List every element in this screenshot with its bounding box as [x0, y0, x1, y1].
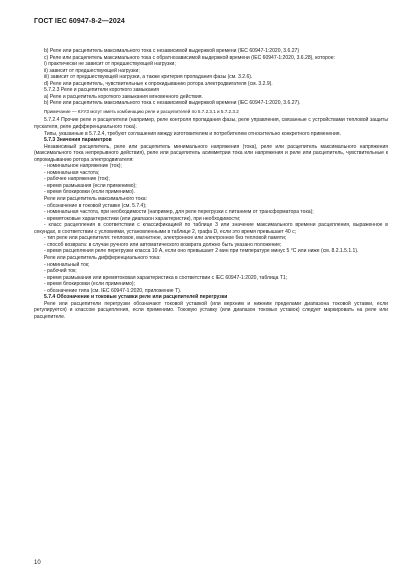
paragraph: Реле или расцепители перегрузки обозначают токовой уставкой (или верхним и нижним пределами диапазона токовой уставки, если регулируется) и классом расцепления, если применимо. Токовую уставку (или диапазон токовых уставок) следует маркировать на реле или расцепителе.: [34, 300, 388, 320]
list-item: - время блокировки (если применимо).: [44, 189, 135, 196]
paragraph: 5.7.2.4 Прочие реле и расцепители (например, реле контроля пропадания фазы, реле управления, связанные с устройствами тепловой защиты пускателя, реле дифференциального тока).: [34, 117, 388, 131]
list-item: - номинальная частота, при необходимости (например, для реле перегрузки с питанием от трансформатора тока);: [44, 209, 314, 216]
list-item: - время блокировки (если применимо);: [44, 281, 135, 288]
list-item: - обозначение типа (см. IEC 60947-1:2020, приложение Т).: [44, 287, 182, 294]
note: Примечание — КУУЗ могут иметь комбинацию реле и расцепителей по 5.7.2.3.1 и 5.7.2.3.2: [44, 108, 239, 114]
paragraph: Типы, указанные в 5.7.2.4, требуют соглашения между изготовителем и потребителем относительно конкретного применения.: [44, 130, 341, 137]
page-number: 10: [34, 560, 41, 566]
document-body: [34, 48, 388, 320]
list-item: - рабочий ток;: [44, 268, 77, 275]
list-item: iii) зависит от предшествующей нагрузки, а также критерия пропадания фазы (см. 3.2.6).: [44, 74, 253, 81]
list-item: - рабочее напряжение (ток);: [44, 176, 110, 183]
subsection-title: 5.7.2.3 Реле и расцепители короткого замыкания: [44, 87, 159, 94]
paragraph: b) Реле или расцепитель максимального тока с независимой выдержкой времени (IEC 60947-1:2020, 3.6.27): [44, 48, 300, 54]
list-item: - класс расцепления в соответствии с классификацией по таблице 3 или значение максимального времени расцепления, выраженное в секундах, в соответствии с условиями, установленными в таблице 2, графа D, если это время превышает 40 с;: [34, 222, 388, 235]
list-item: - время размыкания (если применимо);: [44, 182, 137, 189]
list-item: - номинальное напряжение (ток);: [44, 163, 122, 170]
list-item: - номинальный ток;: [44, 261, 90, 268]
list-item: - время расцепления реле перегрузки класса 10 А, если оно превышает 2 мин при температуре минус 5 °С или ниже (см. 8.2.1.5.1.1).: [44, 248, 359, 255]
list-item: - время размыкания или времятоковая характеристика в соответствии с IEC 60947-1:2020, таблица Т1;: [44, 274, 288, 281]
paragraph: b) Реле или расцепитель максимального тока с независимой выдержкой времени (IEC 60947-1:2020, 3.6.27).: [44, 100, 301, 107]
section-heading: 5.7.3 Значения параметров: [44, 137, 112, 144]
paragraph: a) Реле и расцепитель короткого замыкания мгновенного действия.: [44, 93, 203, 100]
list-item: - обозначение в токовой уставке (см. 5.7.4);: [44, 202, 147, 209]
list-item: - способ возврата: в случае ручного или автоматического возврата должно быть указано положение;: [44, 241, 282, 248]
paragraph: d) Реле или расцепитель, чувствительные к опрокидыванию ротора электродвигателя (см. 3.2.9).: [44, 80, 273, 87]
list-item: - времятоковые характеристики (или диапазон характеристик), при необходимости;: [44, 215, 241, 222]
section-heading: 5.7.4 Обозначение и токовые уставки реле или расцепителей перегрузки: [44, 294, 228, 301]
list-item: - номинальная частота;: [44, 169, 100, 176]
paragraph: Реле или расцепитель максимального тока:: [44, 196, 147, 203]
paragraph: Независимый расцепитель, реле или расцепитель минимального напряжения (тока), реле или расцепитель максимального напряжения (максимального тока непрерывного действия), реле или расцепитель асимметрии тока или напряжения и реле или расцепитель, чувствительные к опрокидыванию ротора электродвигателя:: [34, 143, 388, 163]
paragraph: c) Реле или расцепитель максимального тока с обратнозависимой выдержкой времени (IEC 60947-1:2020, 3.6.28), которое:: [44, 54, 335, 61]
list-item: ii) зависит от предшествующей нагрузки;: [44, 67, 140, 74]
paragraph: Реле или расцепитель дифференциального тока:: [44, 254, 161, 261]
list-item: i) практически не зависит от предшествующей нагрузки;: [44, 61, 176, 68]
document-header: ГОСТ IEC 60947-8-2—2024: [34, 18, 125, 25]
list-item: - тип реле или расцепителя: тепловое, магнитное, электронное или электронное без тепловой памяти;: [44, 235, 287, 242]
